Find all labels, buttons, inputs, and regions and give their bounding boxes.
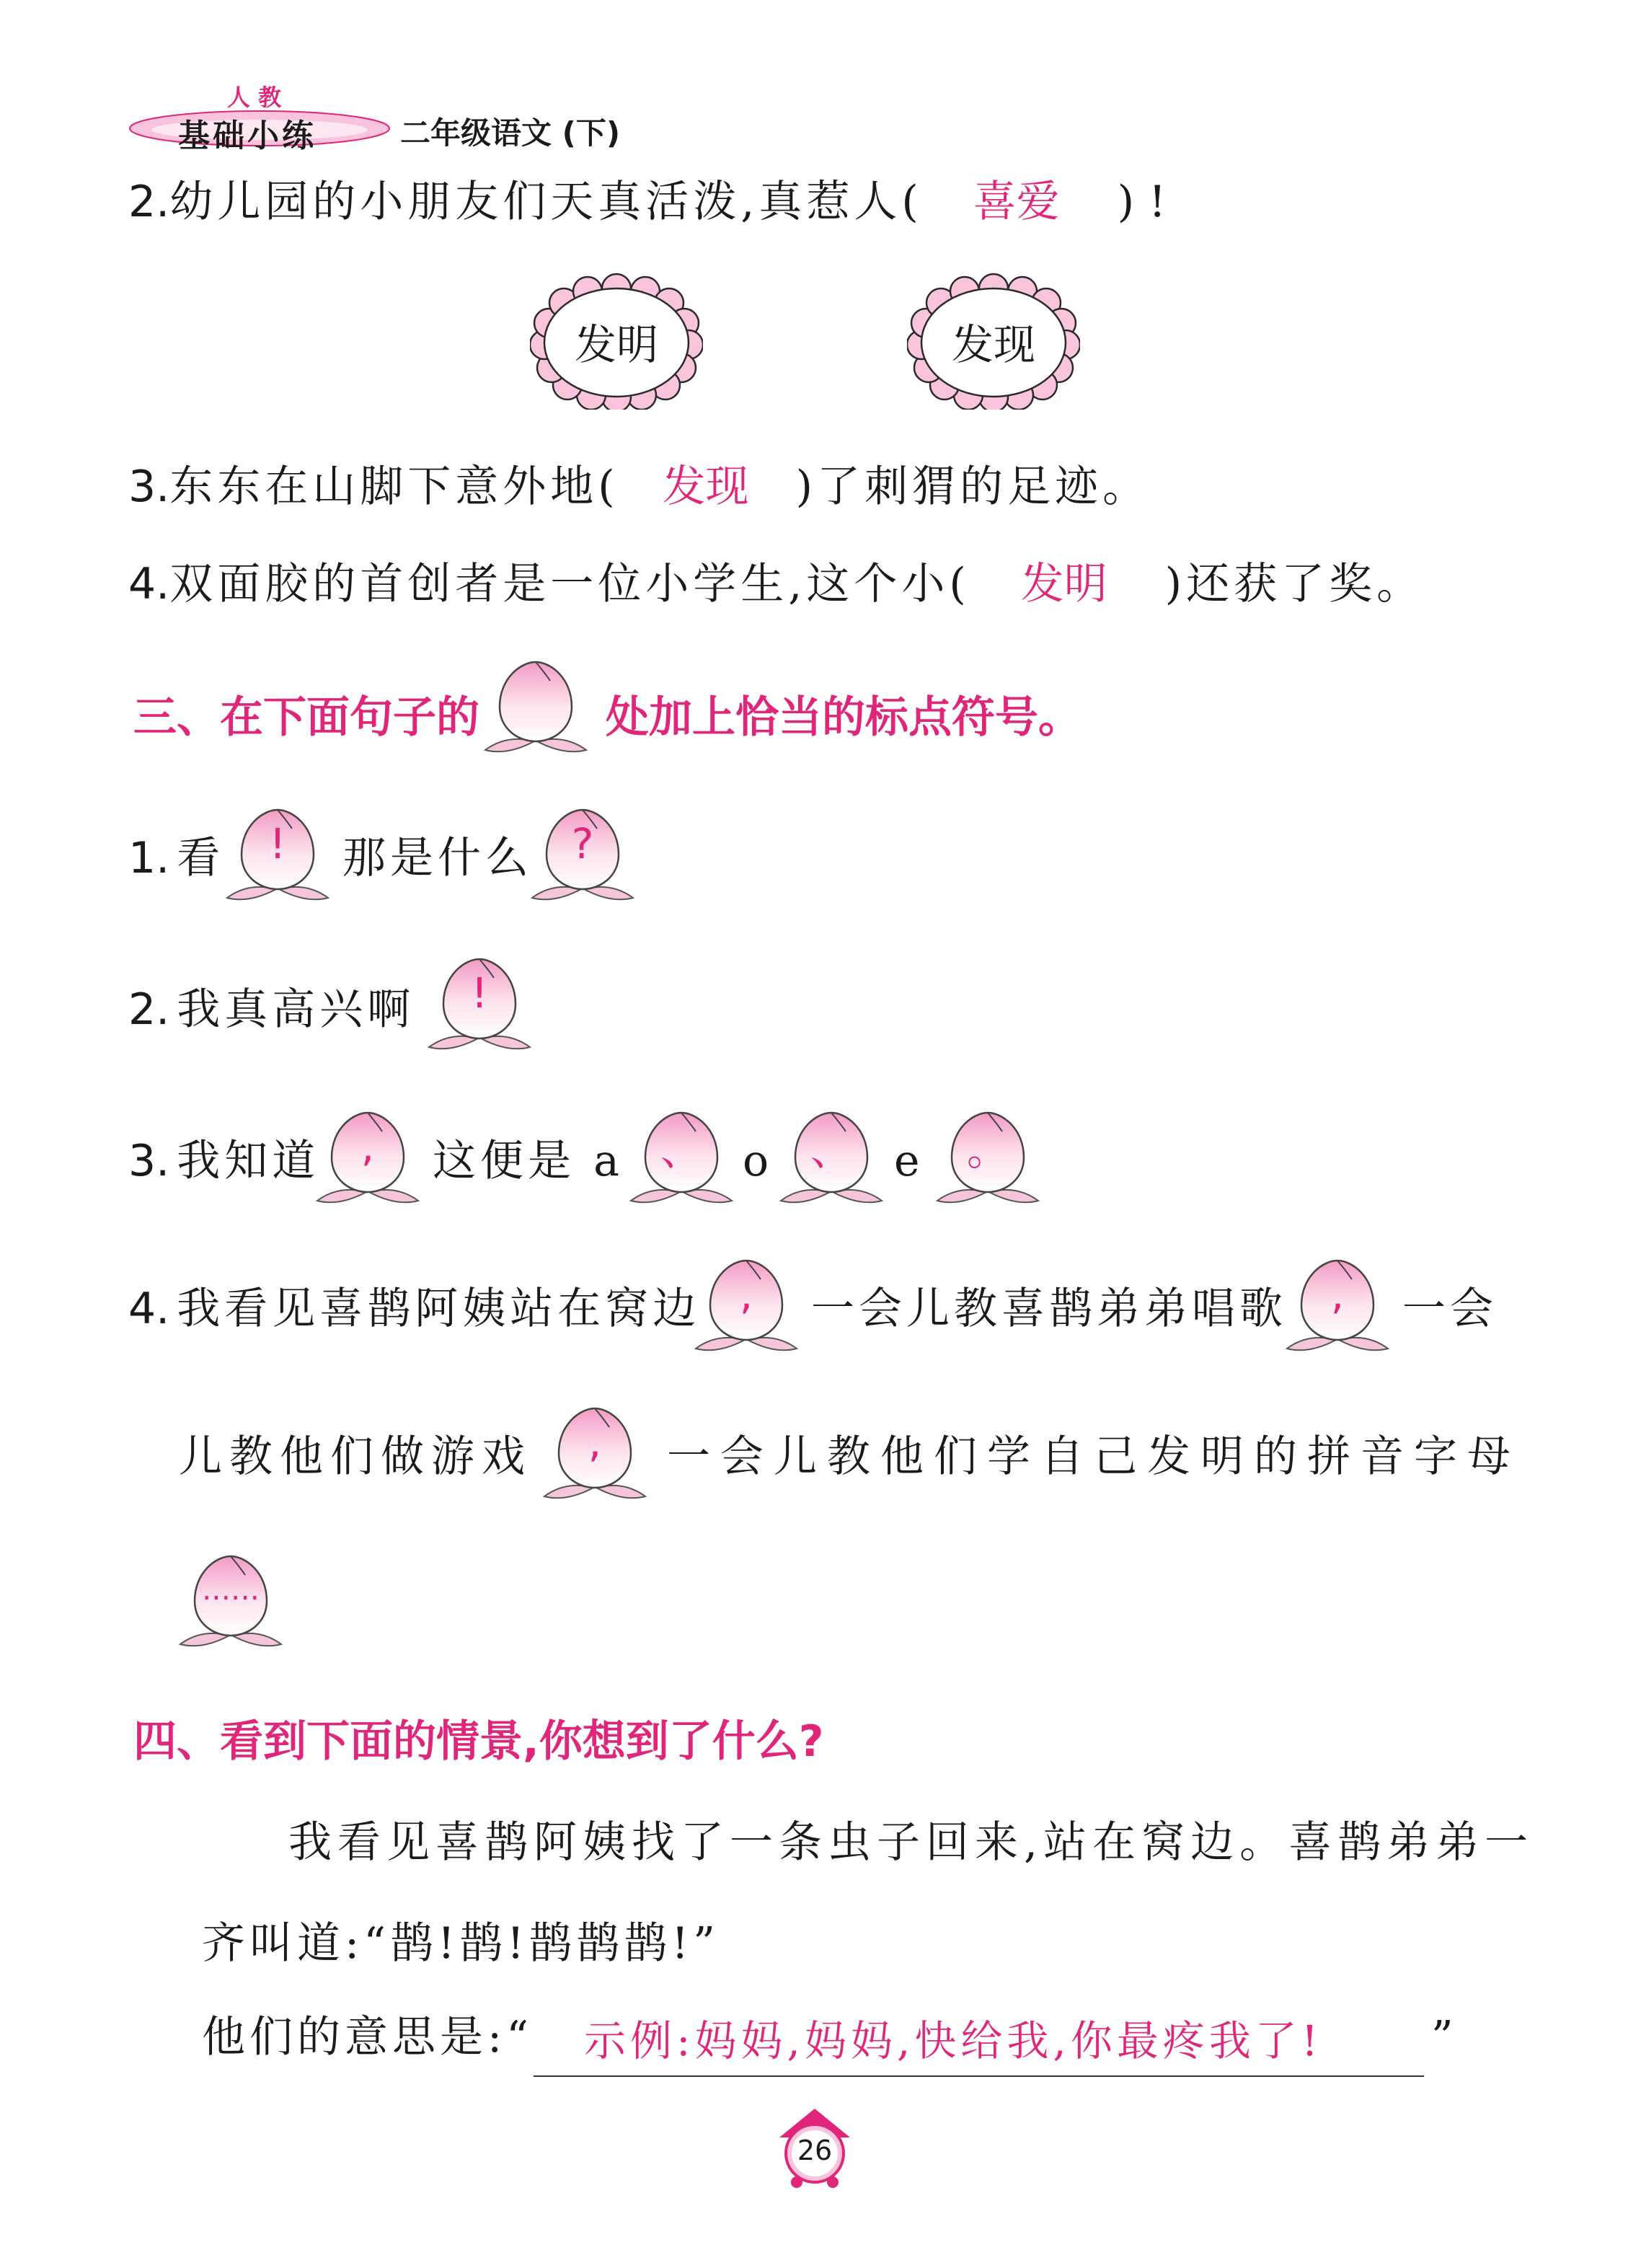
title-peach-icon bbox=[478, 656, 593, 764]
s4-para1 bbox=[288, 1803, 1534, 1882]
s3-q4-num: 4. bbox=[128, 1284, 170, 1334]
peach-q2-1-mark: ! bbox=[471, 968, 488, 1018]
s4-para1-text: 我看见喜鹊阿姨找了一条虫子回来,站在窝边。喜鹊弟弟一 bbox=[288, 1817, 1534, 1868]
q3-answer: 发现 bbox=[662, 462, 749, 512]
q4-line bbox=[128, 544, 1424, 624]
peach-q3-1-mark: , bbox=[360, 1122, 375, 1171]
q4-after: )还获了奖。 bbox=[1164, 559, 1425, 609]
peach-q4-3-mark: , bbox=[588, 1418, 602, 1467]
q3-num: 3. bbox=[128, 462, 170, 512]
peach-q4-3 bbox=[537, 1403, 652, 1511]
s4-para2 bbox=[202, 1904, 720, 1983]
peach-q3-4 bbox=[930, 1107, 1045, 1215]
s3-q4-t2-wrap bbox=[811, 1269, 1287, 1349]
s3-q3-line bbox=[128, 1121, 319, 1201]
page-number: 26 bbox=[797, 2135, 833, 2166]
s3-q4-t1: 我看见喜鹊阿姨站在窝边 bbox=[177, 1284, 701, 1334]
badge-main-text: 基础小练 bbox=[178, 118, 317, 154]
section3-title-before: 三、在下面句子的 bbox=[133, 692, 479, 743]
s3-q1-line bbox=[128, 818, 220, 898]
s3-q2-num: 2. bbox=[128, 984, 170, 1035]
peach-q4-1 bbox=[689, 1255, 804, 1363]
badge-top-text: 人 教 bbox=[227, 84, 282, 111]
s4-answer: 示例:妈妈,妈妈,快给我,你最疼我了! bbox=[584, 2016, 1323, 2065]
q4-answer: 发明 bbox=[1020, 559, 1107, 609]
peach-q3-2-mark: 、 bbox=[660, 1126, 702, 1175]
q4-text: 双面胶的首创者是一位小学生,这个小( bbox=[169, 559, 970, 609]
s3-q3-t4-wrap bbox=[894, 1121, 920, 1201]
s3-q4-line bbox=[128, 1269, 700, 1349]
s3-q1-num: 1. bbox=[128, 833, 170, 883]
peach-q3-1 bbox=[310, 1107, 425, 1215]
q2-line bbox=[128, 162, 1180, 242]
q2-num: 2. bbox=[128, 177, 170, 227]
s4-para2-text: 齐叫道:“鹊!鹊!鹊鹊鹊!” bbox=[202, 1918, 720, 1969]
word-faming: 发明 bbox=[574, 320, 658, 369]
s3-q4-t5-wrap bbox=[667, 1417, 1521, 1496]
q2-answer: 喜爱 bbox=[973, 177, 1060, 227]
q3-line bbox=[128, 447, 1150, 526]
peach-q3-4-mark: 。 bbox=[966, 1126, 1009, 1175]
s3-q4-t2: 一会儿教喜鹊弟弟唱歌 bbox=[811, 1284, 1287, 1334]
peach-q1-2-mark: ? bbox=[571, 819, 594, 868]
header-badge bbox=[126, 79, 393, 159]
s3-q4-t5: 一会儿教他们学自己发明的拼音字母 bbox=[667, 1431, 1521, 1482]
word-flower-1 bbox=[530, 273, 703, 410]
section4-title: 四、看到下面的情景,你想到了什么? bbox=[133, 1716, 824, 1767]
peach-q1-2 bbox=[525, 804, 640, 912]
s3-q2-line bbox=[128, 970, 415, 1049]
q4-num: 4. bbox=[128, 559, 170, 609]
grade-label: 二年级语文 (下) bbox=[400, 115, 621, 151]
peach-q4-4-mark: …… bbox=[202, 1574, 260, 1607]
q3-text: 东东在山脚下意外地( bbox=[169, 462, 619, 512]
s3-q1-t1: 看 bbox=[177, 833, 221, 883]
peach-q4-1-mark: , bbox=[739, 1270, 753, 1319]
q2-text: 幼儿园的小朋友们天真活泼,真惹人( bbox=[169, 177, 923, 227]
s3-q3-t2: 这便是 a bbox=[433, 1136, 624, 1186]
q3-after: )了刺猬的足迹。 bbox=[795, 462, 1151, 512]
page-number-badge bbox=[775, 2104, 854, 2191]
s3-q4-t3: 一会 bbox=[1402, 1284, 1498, 1334]
s4-close-quote: ” bbox=[1431, 2012, 1454, 2062]
s3-q4-line2 bbox=[179, 1417, 532, 1496]
peach-q3-2 bbox=[624, 1107, 739, 1215]
s3-q4-t4: 儿教他们做游戏 bbox=[179, 1431, 532, 1482]
peach-q4-4 bbox=[173, 1550, 288, 1659]
s4-prompt-line bbox=[202, 1998, 533, 2077]
peach-q4-2 bbox=[1280, 1255, 1395, 1363]
peach-q4-2-mark: , bbox=[1330, 1270, 1345, 1319]
peach-q1-1 bbox=[220, 804, 335, 912]
peach-q2-1 bbox=[422, 953, 537, 1062]
s3-q3-num: 3. bbox=[128, 1136, 170, 1186]
s3-q3-t1: 我知道 bbox=[177, 1136, 320, 1186]
s4-prompt: 他们的意思是:“ bbox=[202, 2012, 533, 2062]
q2-after: )! bbox=[1117, 177, 1181, 227]
peach-q3-3 bbox=[774, 1107, 889, 1215]
section3-title bbox=[133, 678, 1081, 757]
s3-q3-t4: e bbox=[894, 1136, 920, 1186]
word-flower-2 bbox=[907, 273, 1080, 410]
word-faxian: 发现 bbox=[951, 320, 1035, 369]
s3-q3-t3-wrap bbox=[743, 1121, 769, 1201]
peach-q3-3-mark: 、 bbox=[810, 1126, 852, 1175]
s3-q1-t2: 那是什么 bbox=[342, 833, 533, 883]
s3-q1-line-b bbox=[342, 818, 533, 898]
peach-q1-1-mark: ! bbox=[269, 819, 286, 868]
section3-title-after: 处加上恰当的标点符号。 bbox=[606, 692, 1081, 743]
s3-q4-t3-wrap bbox=[1402, 1269, 1498, 1349]
s3-q3-t2-wrap bbox=[433, 1121, 624, 1201]
s3-q3-t3: o bbox=[743, 1136, 769, 1186]
s3-q2-t1: 我真高兴啊 bbox=[177, 984, 415, 1035]
